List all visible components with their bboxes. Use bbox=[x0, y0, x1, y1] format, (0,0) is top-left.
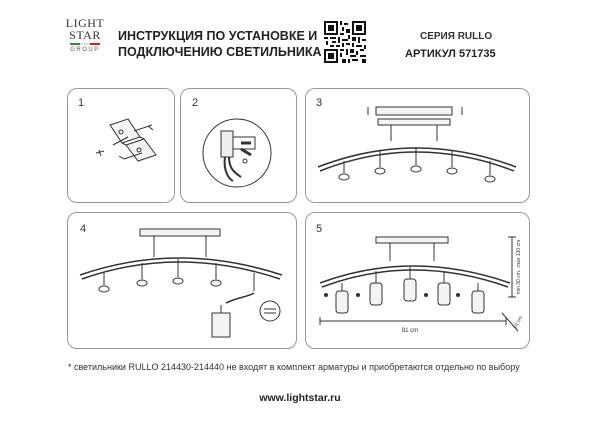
step-panel-1 bbox=[67, 88, 175, 203]
dimension-width: 81 cm bbox=[401, 328, 419, 334]
spot-lamp bbox=[438, 271, 450, 305]
step-number: 5 bbox=[316, 223, 323, 235]
spot-head bbox=[99, 273, 109, 292]
step-number: 1 bbox=[78, 97, 85, 109]
lamp-installation-illustration bbox=[68, 213, 296, 348]
step-panel-4 bbox=[67, 212, 297, 349]
step-number: 3 bbox=[316, 97, 323, 109]
terminal-connection-illustration bbox=[181, 89, 296, 202]
dimension-height: min 30 cm...max 130 cm bbox=[516, 239, 522, 295]
series-label: СЕРИЯ RULLO bbox=[420, 31, 493, 42]
spot-head bbox=[137, 263, 147, 286]
brand-logo bbox=[62, 17, 108, 67]
wall-bracket-illustration bbox=[68, 89, 174, 202]
spot-head bbox=[411, 147, 421, 172]
spot-lamp bbox=[472, 283, 484, 313]
spot-lamp bbox=[370, 271, 382, 305]
step-panel-5 bbox=[305, 212, 530, 349]
spot-lamp bbox=[404, 267, 416, 301]
footnote: * светильники RULLO 214430-214440 не входят в комплект арматуры и приобретаются отдельно по выбору bbox=[68, 362, 520, 372]
logo-line-light: LIGHT bbox=[65, 16, 105, 30]
dimensions-illustration bbox=[306, 213, 529, 348]
step-panel-2 bbox=[180, 88, 297, 203]
fixture-assembly-illustration bbox=[306, 89, 529, 202]
spot-lamp bbox=[336, 283, 348, 313]
title-line-1: ИНСТРУКЦИЯ ПО УСТАНОВКЕ И bbox=[118, 29, 318, 43]
logo-line-group: GROUP bbox=[70, 47, 100, 53]
qr-code bbox=[324, 21, 366, 63]
step-number: 2 bbox=[192, 97, 199, 109]
logo-flag bbox=[70, 43, 100, 45]
step-number: 4 bbox=[80, 223, 87, 235]
spot-head bbox=[211, 263, 221, 286]
logo-line-star: STAR bbox=[69, 28, 101, 42]
step-panel-3 bbox=[305, 88, 530, 203]
dimension-depth: 10 cm bbox=[512, 315, 525, 330]
article-number: АРТИКУЛ 571735 bbox=[405, 48, 496, 60]
title-line-2: ПОДКЛЮЧЕНИЮ СВЕТИЛЬНИКА bbox=[118, 45, 322, 59]
website-link[interactable]: www.lightstar.ru bbox=[259, 392, 341, 404]
document-title bbox=[118, 28, 322, 60]
